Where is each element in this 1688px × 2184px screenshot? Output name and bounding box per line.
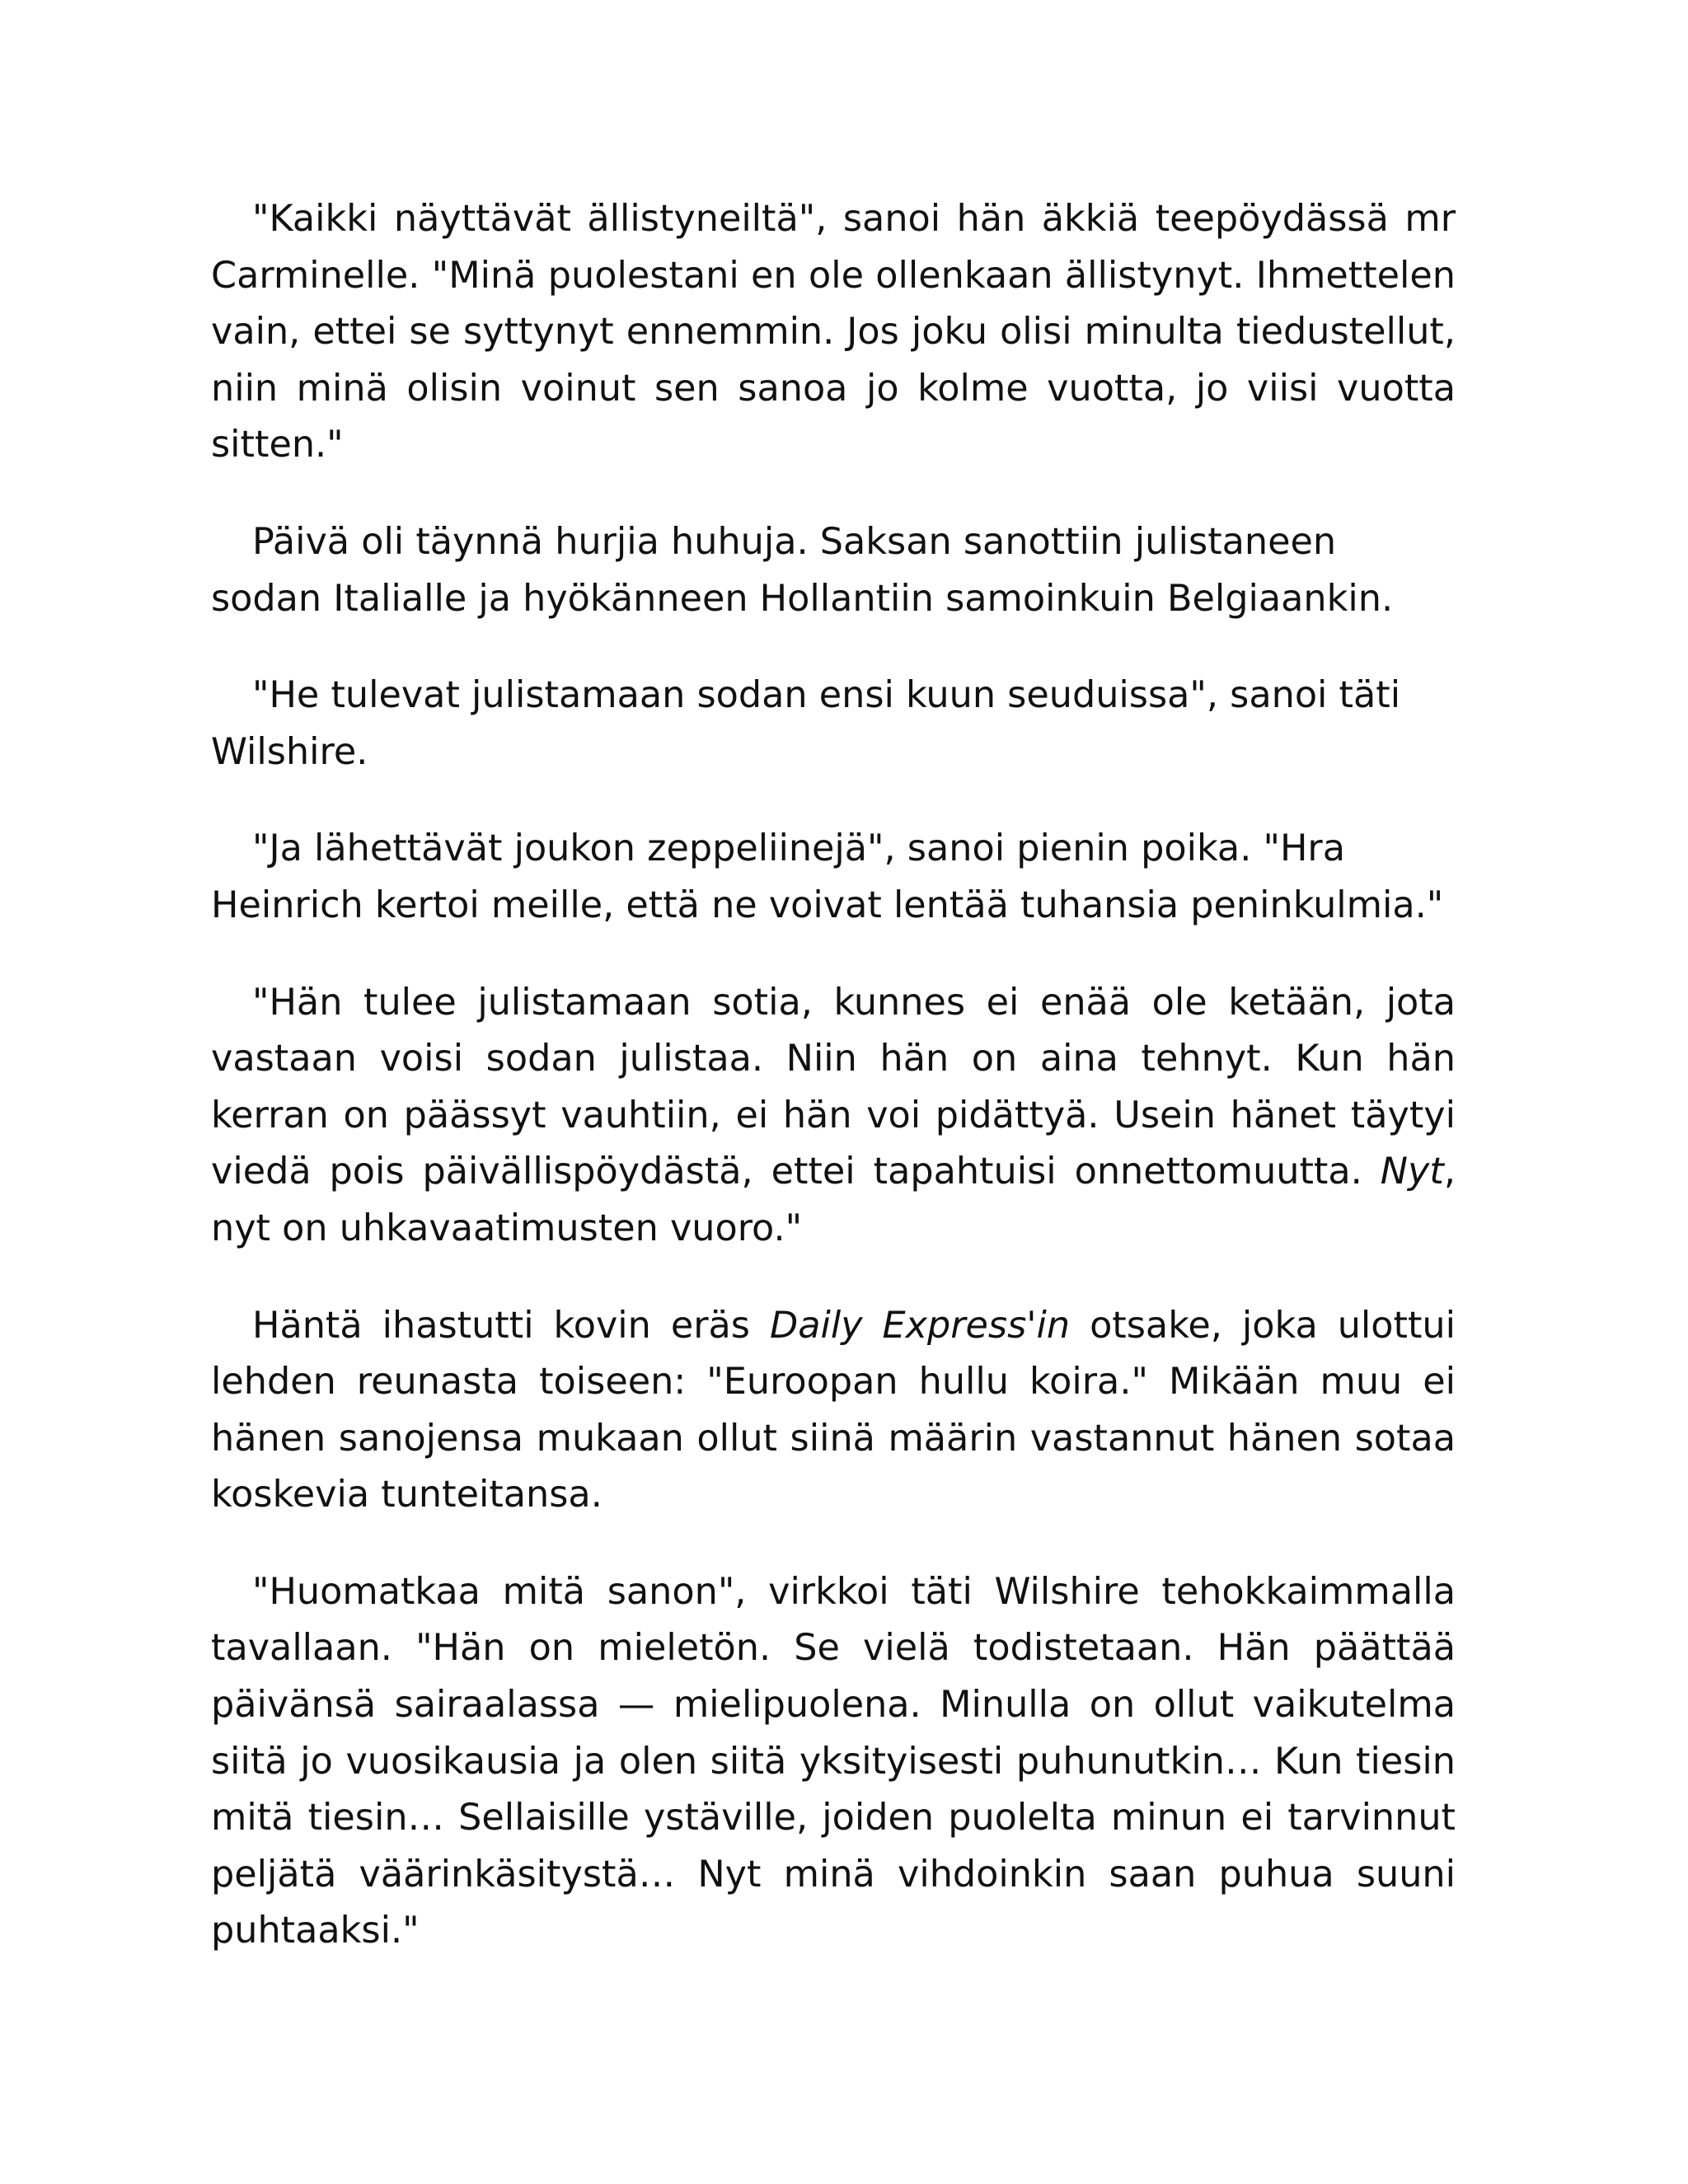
paragraph-1: "Kaikki näyttävät ällistyneiltä", sanoi hän äkkiä teepöydässä mr Carminelle. "Minä puolestani en ole ollenkaan ällistynyt. Ihmettelen vain, ettei se syttynyt ennemmin. Jos joku olisi minulta tiedustellut, niin minä olisin voinut sen sanoa jo kolme vuotta, jo viisi vuotta sitten." xyxy=(211,198,1456,466)
paragraph-4: "Ja lähettävät joukon zeppeliinejä", sanoi pienin poika. "Hra Heinrich kertoi meille, että ne voivat lentää tuhansia peninkulmia." xyxy=(211,827,1444,926)
paragraph-7: "Huomatkaa mitä sanon", virkkoi täti Wilshire tehokkaimmalla tavallaan. "Hän on mieletön. Se vielä todistetaan. Hän päättää päivänsä sairaalassa — mielipuolena. Minulla on ollut vaikutelma siitä jo vuosikausia ja olen siitä yksityisesti puhunutkin… Kun tiesin mitä tiesin… Sellaisille ystäville, joiden puolelta minun ei tarvinnut peljätä väärinkäsitystä… Nyt minä vihdoinkin saan puhua suuni puhtaaksi." xyxy=(211,1570,1456,1952)
paragraph-6: Häntä ihastutti kovin eräs Daily Express'in otsake, joka ulottui lehden reunasta toiseen: "Euroopan hullu koira." Mikään muu ei hänen sanojensa mukaan ollut siinä määrin vastannut hänen sotaa koskevia tunteitansa. xyxy=(211,1304,1456,1516)
paragraph-5: "Hän tulee julistamaan sotia, kunnes ei enää ole ketään, jota vastaan voisi sodan julistaa. Niin hän on aina tehnyt. Kun hän kerran on päässyt vauhtiin, ei hän voi pidättyä. Usein hänet täytyi viedä pois päivällispöydästä, ettei tapahtuisi onnettomuutta. Nyt, nyt on uhkavaatimusten vuoro." xyxy=(211,981,1456,1249)
body-text xyxy=(211,191,1456,2000)
italic-phrase: Daily Express'in xyxy=(769,1304,1071,1347)
paragraph-2: Päivä oli täynnä hurjia huhuja. Saksan sanottiin julistaneen sodan Italialle ja hyökänneen Hollantiin samoinkuin Belgiaankin. xyxy=(211,520,1394,620)
italic-phrase: Nyt xyxy=(1380,1151,1444,1193)
paragraph-3: "He tulevat julistamaan sodan ensi kuun seuduissa", sanoi täti Wilshire. xyxy=(211,674,1401,773)
